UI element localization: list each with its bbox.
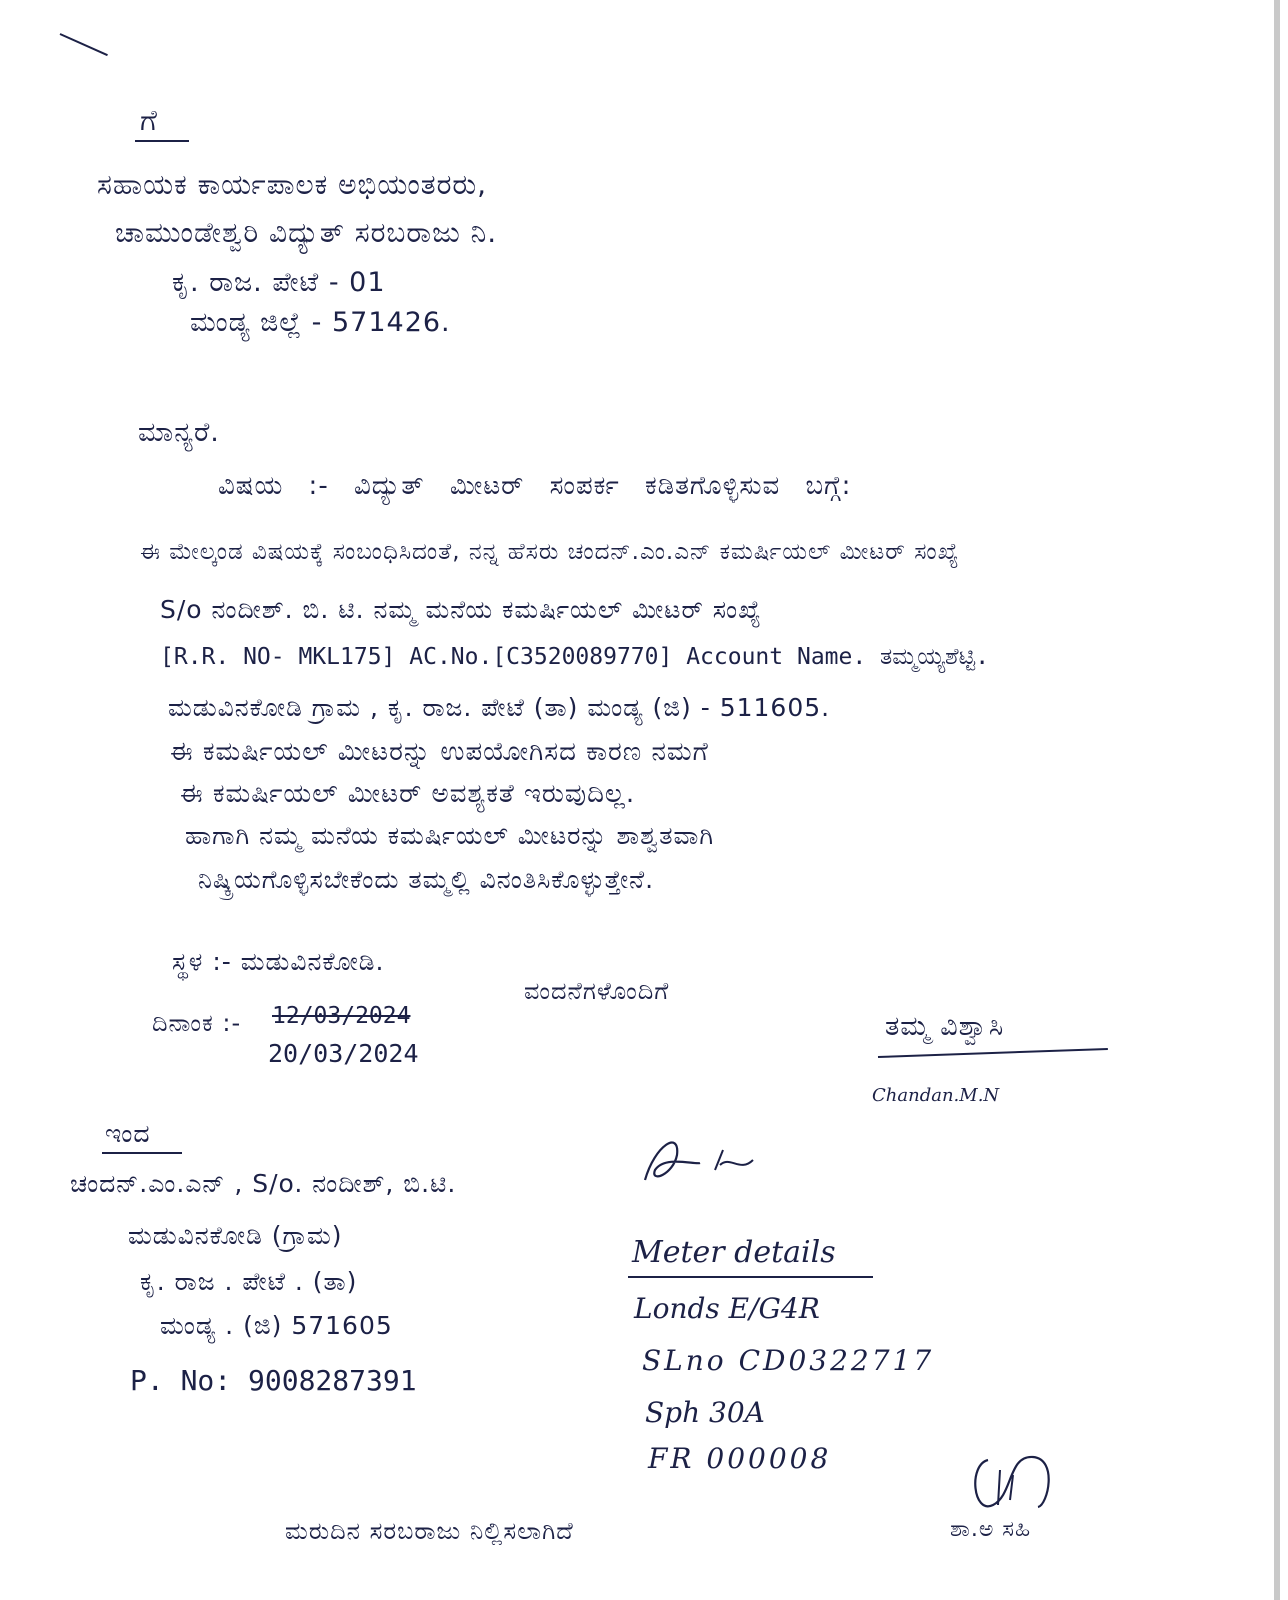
meter-line: FR 000008	[648, 1442, 832, 1475]
body-line: ಈ ಕಮರ್ಷಿಯಲ್ ಮೀಟರ್ ಅವಶ್ಯಕತೆ ಇರುವುದಿಲ್ಲ.	[180, 779, 636, 809]
date-label: ದಿನಾಂಕ :-	[152, 1009, 242, 1037]
scan-edge	[1274, 0, 1280, 1600]
recipient-line: ಮಂಡ್ಯ ಜಿಲ್ಲೆ - 571426.	[190, 307, 451, 338]
to-heading: ಗೆ	[140, 103, 158, 137]
place-line: ಸ್ಥಳ :- ಮಡುವಿನಕೋಡಿ.	[172, 947, 385, 976]
meter-line: SLno CD0322717	[642, 1344, 935, 1377]
closing-thanks: ವಂದನೆಗಳೊಂದಿಗೆ	[524, 977, 670, 1005]
recipient-line: ಕೃ. ರಾಜ. ಪೇಟೆ - 01	[172, 267, 386, 298]
from-heading: ಇಂದ	[105, 1119, 151, 1148]
sender-signature	[625, 1125, 775, 1195]
signature-underline	[878, 1048, 1108, 1058]
date-value: 20/03/2024	[268, 1039, 419, 1068]
sender-line: ಚಂದನ್.ಎಂ.ಎನ್ , S/o. ನಂದೀಶ್, ಬಿ.ಟಿ.	[70, 1169, 457, 1198]
meter-heading: Meter details	[632, 1235, 836, 1270]
meter-heading-underline	[628, 1276, 873, 1278]
signature-name: Chandan.M.N	[872, 1085, 1000, 1106]
body-line: ಮಡುವಿನಕೋಡಿ ಗ್ರಾಮ , ಕೃ. ರಾಜ. ಪೇಟೆ (ತಾ) ಮಂಡ್ಯ (ಜಿ) - 511605.	[168, 693, 831, 722]
body-line: ನಿಷ್ಕ್ರಿಯಗೊಳ್ಳಿಸಬೇಕೆಂದು ತಮ್ಮಲ್ಲಿ ವಿನಂತಿಸಿಕೊಳ್ಳುತ್ತೇನೆ.	[198, 865, 655, 894]
corner-stroke	[60, 33, 108, 56]
recipient-line: ಚಾಮುಂಡೇಶ್ವರಿ ವಿದ್ಯುತ್ ಸರಬರಾಜು ನಿ.	[115, 216, 498, 249]
sender-line: ಕೃ. ರಾಜ . ಪೇಟೆ . (ತಾ)	[140, 1267, 358, 1296]
yours-faithfully: ತಮ್ಮ ವಿಶ್ವಾಸಿ	[885, 1011, 1005, 1042]
meter-line: Sph 30A	[645, 1396, 765, 1429]
to-underline	[135, 140, 189, 142]
recipient-line: ಸಹಾಯಕ ಕಾರ್ಯಪಾಲಕ ಅಭಿಯಂತರರು,	[97, 168, 488, 201]
body-line: ಈ ಮೇಲ್ಕಂಡ ವಿಷಯಕ್ಕೆ ಸಂಬಂಧಿಸಿದಂತೆ, ನನ್ನ ಹೆಸರು ಚಂದನ್.ಎಂ.ಎನ್ ಕಮರ್ಷಿಯಲ್ ಮೀಟರ್ ಸಂಖ್ಯೆ	[140, 539, 960, 565]
body-line: ಈ ಕಮರ್ಷಿಯಲ್ ಮೀಟರನ್ನು ಉಪಯೋಗಿಸದ ಕಾರಣ ನಮಗೆ	[170, 737, 709, 767]
body-line: S/o ನಂದೀಶ್. ಬಿ. ಟಿ. ನಮ್ಮ ಮನೆಯ ಕಮರ್ಷಿಯಲ್ ಮೀಟರ್ ಸಂಖ್ಯೆ	[160, 595, 762, 624]
body-line: [R.R. NO- MKL175] AC.No.[C3520089770] Account Name. ತಮ್ಮಯ್ಯಶೆಟ್ಟಿ.	[160, 644, 990, 670]
body-line: ಹಾಗಾಗಿ ನಮ್ಮ ಮನೆಯ ಕಮರ್ಷಿಯಲ್ ಮೀಟರನ್ನು ಶಾಶ್ವತವಾಗಿ	[185, 821, 715, 850]
sender-phone: P. No: 9008287391	[130, 1364, 417, 1397]
sender-line: ಮಡುವಿನಕೋಡಿ (ಗ್ರಾಮ)	[128, 1221, 343, 1250]
footer-note-left: ಮರುದಿನ ಸರಬರಾಜು ನಿಲ್ಲಿಸಲಾಗಿದೆ	[285, 1517, 574, 1545]
from-underline	[102, 1152, 182, 1154]
meter-line: Londs E/G4R	[634, 1292, 820, 1325]
salutation: ಮಾನ್ಯರೆ.	[138, 417, 220, 448]
sender-line: ಮಂಡ್ಯ . (ಜಿ) 571605	[160, 1311, 393, 1340]
footer-note-right: ಶಾ.ಅ ಸಹಿ	[950, 1517, 1032, 1542]
subject-line: ವಿಷಯ :- ವಿದ್ಯುತ್ ಮೀಟರ್ ಸಂಪರ್ಕ ಕಡಿತಗೊಳ್ಳಿಸುವ ಬಗ್ಗೆ:	[218, 471, 852, 501]
date-struck: 12/03/2024	[272, 1003, 411, 1029]
